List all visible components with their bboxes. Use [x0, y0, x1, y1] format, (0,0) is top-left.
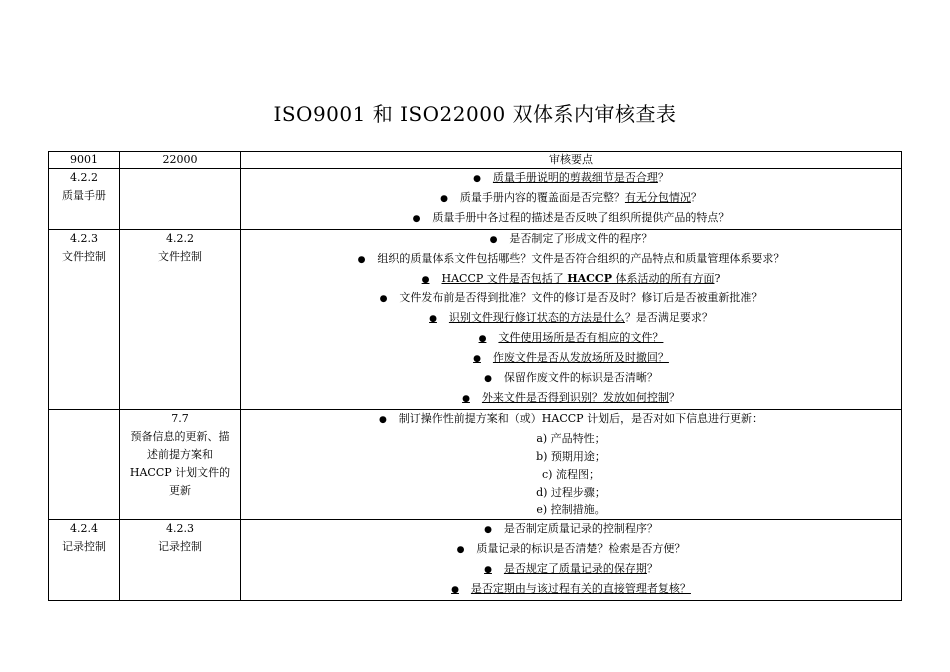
audit-point-text: c) 流程图；	[542, 467, 600, 481]
audit-point-text: d) 过程步骤；	[536, 485, 606, 499]
audit-point-text: ？	[668, 390, 680, 404]
clause-text: HACCP 计划文件的	[129, 465, 231, 479]
bullet-icon: ●	[484, 565, 492, 576]
audit-point-text: 制订操作性前提方案和（或）HACCP 计划后，是否对如下信息进行更新：	[398, 411, 764, 425]
audit-point-text: ？	[690, 190, 702, 204]
iso9001-clause-cell	[49, 409, 120, 519]
audit-point-text: ？	[657, 171, 669, 184]
audit-point-text: 是否规定了质量记录的保存期	[503, 562, 647, 576]
table-row	[49, 520, 902, 601]
table-row	[49, 409, 902, 519]
audit-point-line	[243, 501, 899, 519]
audit-point-text: 文件使用场所是否有相应的文件？	[498, 331, 664, 345]
bullet-icon: ●	[440, 193, 448, 204]
audit-point-text: 质量手册内容的覆盖面是否完整？	[459, 190, 625, 204]
audit-point-line	[243, 520, 899, 540]
audit-point-text: HACCP 文件是否包括了	[441, 271, 568, 285]
clause-text: 文件控制	[158, 249, 202, 263]
audit-point-line	[243, 209, 899, 229]
bullet-icon: ●	[357, 254, 366, 265]
clause-text: 4.2.2	[70, 171, 98, 184]
audit-point-text: 保留作废文件的标识是否清晰？	[503, 371, 658, 385]
table-header-row	[49, 152, 902, 169]
clause-text: 质量手册	[62, 188, 106, 202]
audit-point-line	[243, 250, 899, 270]
iso22000-clause-cell	[120, 229, 241, 409]
table-row	[49, 229, 902, 409]
audit-point-text: 文件发布前是否得到批准？文件的修订是否及时？修订后是否被重新批准？	[399, 291, 763, 305]
clause-text: 文件控制	[62, 249, 106, 263]
iso22000-clause-cell	[120, 169, 241, 230]
audit-point-text: 质量记录的标识是否清楚？检索是否方便？	[476, 542, 686, 556]
bullet-icon: ●	[379, 294, 388, 305]
clause-text: 4.2.3	[166, 522, 194, 536]
bullet-icon: ●	[412, 213, 421, 224]
audit-points-cell	[241, 229, 902, 409]
audit-point-text: 有无分包情况	[624, 190, 691, 204]
bullet-icon: ●	[462, 393, 470, 404]
bullet-icon: ●	[451, 585, 459, 596]
iso9001-clause-cell	[49, 520, 120, 601]
audit-point-text: 体系活动的所有方面	[611, 271, 715, 285]
audit-point-line	[243, 466, 899, 484]
audit-point-line	[243, 189, 899, 209]
table-row	[49, 169, 902, 230]
audit-point-line	[243, 369, 899, 389]
bullet-icon: ●	[378, 414, 387, 425]
audit-point-line	[243, 560, 899, 580]
audit-point-text: ?	[714, 271, 721, 285]
audit-point-line	[243, 169, 899, 189]
audit-point-line	[243, 230, 899, 250]
audit-point-line	[243, 410, 899, 430]
audit-point-text: HACCP	[567, 271, 612, 285]
header-iso9001: 9001	[49, 152, 120, 169]
audit-point-text: ？是否满足要求？	[624, 311, 713, 325]
bullet-icon: ●	[489, 234, 498, 245]
audit-point-text: 是否制定了形成文件的程序？	[509, 231, 653, 245]
audit-point-line	[243, 540, 899, 560]
clause-text: 7.7	[171, 411, 189, 425]
audit-point-line	[243, 580, 899, 600]
iso22000-clause-cell	[120, 520, 241, 601]
clause-text: 预备信息的更新、描	[130, 429, 230, 443]
audit-point-text: ？	[646, 562, 658, 576]
clause-text: 4.2.2	[166, 231, 194, 245]
clause-text: 记录控制	[158, 540, 202, 554]
bullet-icon: ●	[473, 174, 481, 184]
audit-point-text: 组织的质量体系文件包括哪些？文件是否符合组织的产品特点和质量管理体系要求？	[377, 251, 785, 265]
iso9001-clause-cell	[49, 169, 120, 230]
clause-text: 4.2.4	[70, 522, 98, 536]
audit-point-line	[243, 349, 899, 369]
clause-text: 记录控制	[62, 540, 106, 554]
bullet-icon: ●	[484, 374, 492, 385]
bullet-icon: ●	[429, 314, 437, 325]
bullet-icon: ●	[421, 274, 430, 285]
audit-point-text: 识别文件现行修订状态的方法是什么	[448, 311, 625, 325]
audit-points-cell	[241, 520, 902, 601]
bullet-icon: ●	[484, 525, 492, 536]
audit-point-line	[243, 309, 899, 329]
audit-point-text: 是否定期由与该过程有关的直接管理者复核？	[470, 582, 691, 596]
audit-point-text: a) 产品特性；	[536, 431, 606, 445]
iso22000-clause-cell	[120, 409, 241, 519]
audit-point-text: e) 控制措施。	[536, 503, 606, 517]
audit-point-text: 质量手册说明的剪裁细节是否合理	[492, 171, 658, 184]
audit-point-text: 作废文件是否从发放场所及时撤回？	[492, 351, 669, 365]
bullet-icon: ●	[456, 545, 465, 556]
audit-point-line	[243, 448, 899, 466]
audit-point-line	[243, 389, 899, 409]
iso9001-clause-cell	[49, 229, 120, 409]
audit-point-text: 外来文件是否得到识别？发放如何控制	[481, 390, 669, 404]
bullet-icon: ●	[478, 334, 487, 345]
audit-checklist-table	[48, 151, 902, 601]
audit-point-line	[243, 270, 899, 290]
audit-point-text: 是否制定质量记录的控制程序？	[503, 522, 658, 536]
audit-point-line	[243, 430, 899, 448]
clause-text: 4.2.3	[70, 231, 98, 245]
audit-points-cell	[241, 409, 902, 519]
audit-point-line	[243, 329, 899, 349]
audit-point-line	[243, 484, 899, 502]
audit-point-text: 质量手册中各过程的描述是否反映了组织所提供产品的特点？	[432, 210, 730, 224]
audit-point-text: b) 预期用途；	[536, 449, 606, 463]
header-audit-points: 审核要点	[241, 152, 902, 169]
document-title: ISO9001 和 ISO22000 双体系内审核查表	[273, 102, 677, 126]
table-body	[49, 169, 902, 601]
clause-text: 更新	[169, 483, 191, 497]
clause-text: 述前提方案和	[147, 447, 213, 461]
audit-points-cell	[241, 169, 902, 230]
audit-point-line	[243, 289, 899, 309]
header-iso22000: 22000	[120, 152, 241, 169]
bullet-icon: ●	[473, 354, 481, 365]
